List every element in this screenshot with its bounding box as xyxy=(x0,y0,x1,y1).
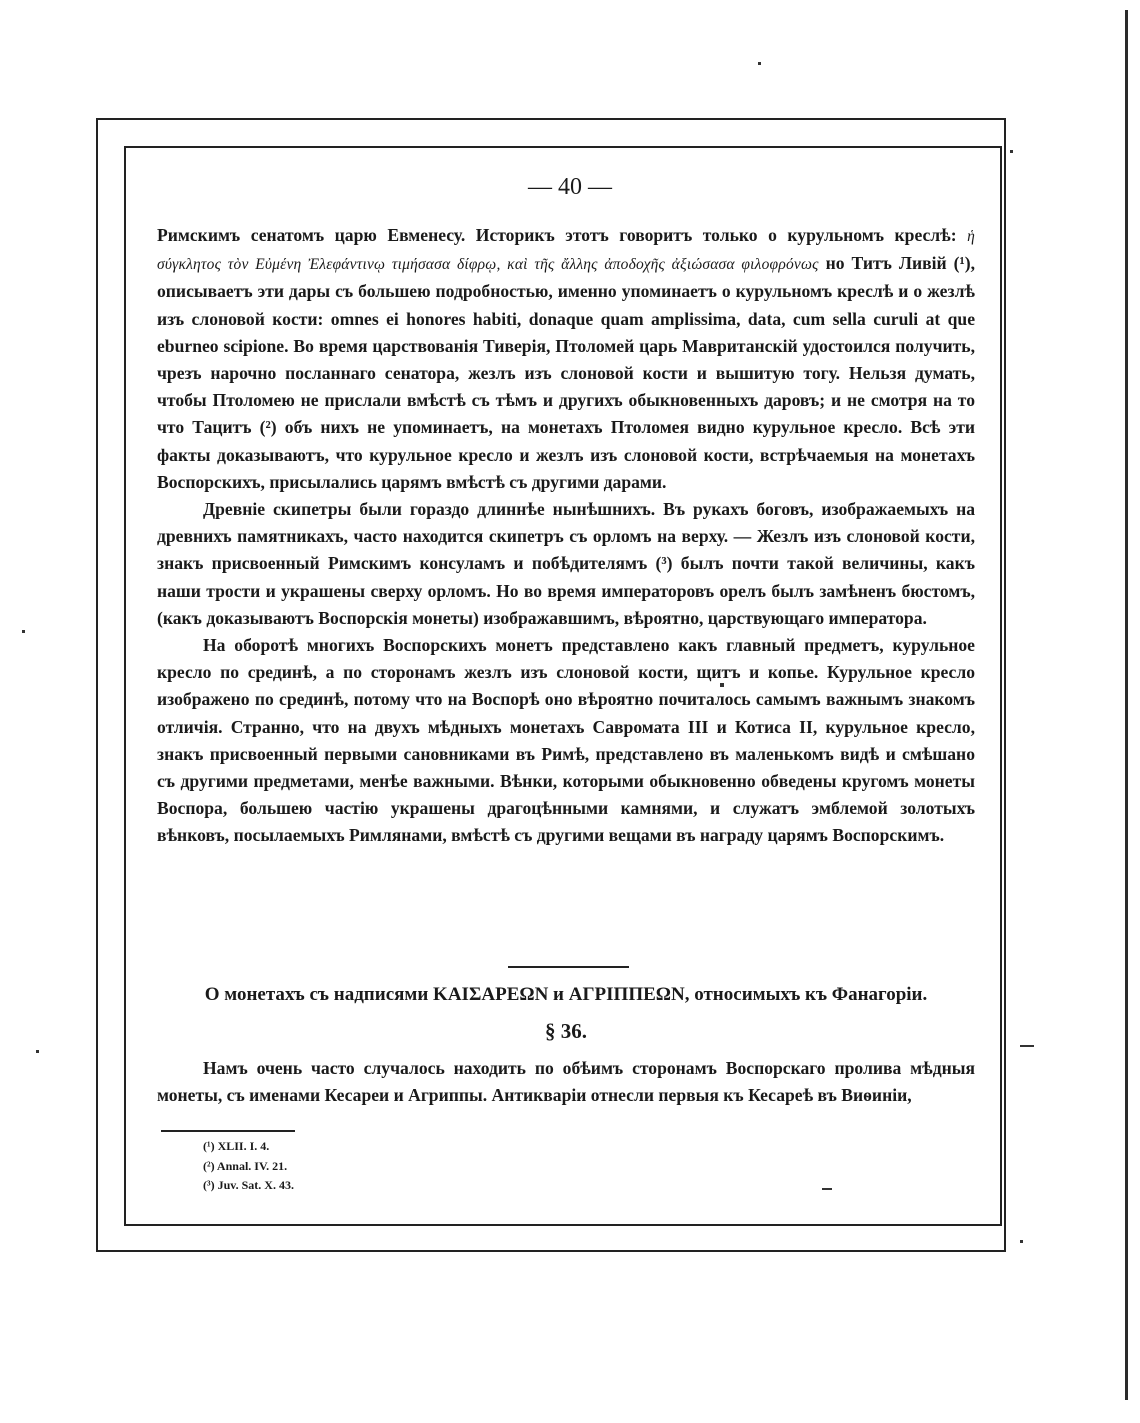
scan-edge-line xyxy=(1125,10,1128,1400)
scan-speck xyxy=(1020,1045,1034,1047)
footnote-1: (¹) XLII. I. 4. xyxy=(203,1139,270,1153)
section-number: § 36. xyxy=(545,1019,587,1043)
scan-speck xyxy=(22,630,25,633)
scan-speck xyxy=(1010,150,1013,153)
footnote-rule xyxy=(161,1130,295,1132)
scan-speck xyxy=(36,1050,39,1053)
section-text xyxy=(157,1055,975,1109)
page-number: — 40 — xyxy=(528,174,612,200)
footnotes xyxy=(203,1137,603,1196)
scan-speck xyxy=(758,62,761,65)
section-separator xyxy=(508,966,629,968)
footnote-2: (²) Annal. IV. 21. xyxy=(203,1158,288,1173)
paragraph-2: Древніе скипетры были гораздо длиннѣе нынѣшнихъ. Въ рукахъ боговъ, изображаемыхъ на древнихъ памятникахъ, часто находится скипетръ съ орломъ на верху. — Жезлъ изъ слоновой кости, знакъ присвоенный Римскимъ консуламъ и побѣдителямъ (³) былъ почти такой величины, какъ наши трости и украшены сверху орломъ. Но во время императоровъ орелъ былъ замѣненъ бюстомъ, (какъ доказываютъ Воспорскія монеты) изображавшимъ, вѣроятно, царствующаго императора. xyxy=(157,499,975,628)
scan-speck xyxy=(822,1188,832,1190)
section-heading: О монетахъ съ надписями ΚΑΙΣΑΡΕΩΝ и ΑΓΡΙΠΠΕΩΝ, относимыхъ къ Фанагоріи. xyxy=(204,984,928,1005)
paragraph-4: Намъ очень часто случалось находить по обѣимъ сторонамъ Воспорскаго пролива мѣдныя монеты, съ именами Кесареи и Агриппы. Антикваріи отнесли первыя къ Кесареѣ въ Виѳиніи, xyxy=(157,1058,975,1106)
footnote-3: (³) Juv. Sat. X. 43. xyxy=(203,1178,294,1192)
paragraph-1-text-a: Римскимъ сенатомъ царю Евменесу. Историкъ этотъ говоритъ только о курульномъ креслѣ: xyxy=(157,225,968,245)
paragraph-1 xyxy=(157,222,975,496)
main-text xyxy=(157,222,975,850)
scan-speck xyxy=(1020,1240,1023,1243)
greek-quotation: ἡ σύγκλητος τὸν Εὐμένη Ἐλεφάντινῳ τιμήσασα δίφρῳ, καὶ τῆς ἄλλης ἀποδοχῆς ἀξιώσασα φιλοφρόνως xyxy=(157,228,975,274)
paragraph-3: На оборотѣ многихъ Воспорскихъ монетъ представлено какъ главный предметъ, курульное кресло по срединѣ, а по сторонамъ жезлъ изъ слоновой кости, щитъ и копье. Курульное кресло изображено по срединѣ, потому что на Воспорѣ оно вѣроятно почиталось самымъ важнымъ знакомъ отличія. Странно, что на двухъ мѣдныхъ монетахъ Савромата III и Котиса II, курульное кресло, знакъ присвоенный первыми сановниками въ Римѣ, представлено въ маленькомъ видѣ и смѣшано съ другими предметами, менѣе важными. Вѣнки, которыми обыкновенно обведены кругомъ монеты Воспора, большею частію украшены драгоцѣнными камнями, и служатъ эмблемой золотыхъ вѣнковъ, посылаемыхъ Римлянами, вмѣстѣ съ другими вещами въ награду царямъ Воспорскимъ. xyxy=(157,635,975,846)
paragraph-1-text-b: но Титъ Ливій (¹), описываетъ эти дары съ большею подробностью, именно упоминаетъ о курульномъ креслѣ и о жезлѣ изъ слоновой кости: omnes ei honores habiti, donaque quam amplissima, data, cum sella curuli at que eburneo scipione. Во время царствованія Тиверія, Птоломей царь Мавританскій удостоился получить, чрезъ нарочно посланнаго сенатора, жезлъ изъ слоновой кости и вышитую тогу. Нельзя думать, чтобы Птоломею не прислали вмѣстѣ съ тѣмъ и другихъ обыкновенныхъ даровъ; и не смотря на то что Тацитъ (²) объ нихъ не упоминаетъ, на монетахъ Птоломея видно курульное кресло. Всѣ эти факты доказываютъ, что курульное кресло и жезлъ изъ слоновой кости, встрѣчаемыя на монетахъ Воспорскихъ, присылались царямъ вмѣстѣ съ другими дарами. xyxy=(157,253,975,492)
